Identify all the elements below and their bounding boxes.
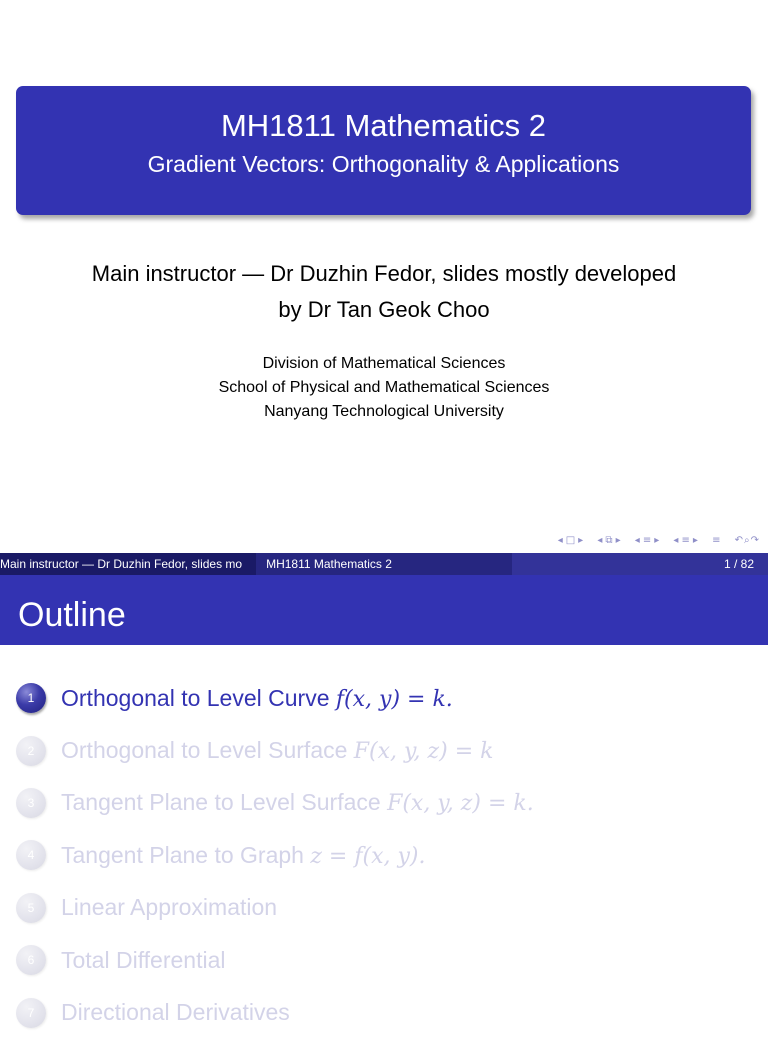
search-icon[interactable]: ↶⌕↷: [734, 535, 760, 546]
item-math: F(x, y, z) = k.: [387, 791, 534, 817]
item-text: Orthogonal to Level Curve f(x, y) = k.: [61, 684, 453, 712]
item-number-ball: 5: [16, 893, 46, 923]
footer-bar: [0, 553, 768, 575]
nav-next-arrow-icon[interactable]: ▸: [578, 535, 585, 546]
institute-line-2: School of Physical and Mathematical Sciences: [218, 379, 550, 396]
item-text: Total Differential: [61, 946, 226, 973]
presentation-subtitle: Gradient Vectors: Orthogonality & Applications: [147, 151, 620, 177]
subsection-icon[interactable]: ⧉: [605, 535, 614, 546]
nav-prev-arrow-icon[interactable]: ◂: [557, 535, 564, 546]
outline-item[interactable]: [16, 882, 534, 934]
institute-line-3: Nanyang Technological University: [264, 403, 504, 420]
section-next-icon[interactable]: ▸: [654, 535, 661, 546]
item-text: Tangent Plane to Graph z = f(x, y).: [61, 841, 426, 869]
frame-header: [0, 575, 768, 645]
item-text: Tangent Plane to Level Surface F(x, y, z) = k.: [61, 789, 534, 817]
frame-title: Outline: [18, 596, 126, 634]
outline-item[interactable]: [16, 777, 534, 829]
item-math: z = f(x, y).: [310, 843, 426, 869]
item-text: Linear Approximation: [61, 894, 278, 921]
item-number-ball: 4: [16, 840, 46, 870]
footer-page-number: 1 / 82: [512, 553, 768, 575]
outline-item[interactable]: [16, 724, 534, 776]
doc-prev-icon[interactable]: ◂: [673, 535, 680, 546]
footer-author: Main instructor — Dr Duzhin Fedor, slides mo: [0, 553, 256, 575]
title-box: [16, 86, 751, 215]
footer-course-label: MH1811 Mathematics 2: [266, 557, 392, 571]
item-number-ball: 1: [16, 683, 46, 713]
outline-item[interactable]: [16, 672, 534, 724]
frame-icon[interactable]: □: [565, 535, 577, 546]
item-number-ball: 6: [16, 945, 46, 975]
item-text: Directional Derivatives: [61, 999, 290, 1026]
item-number-ball: 3: [16, 788, 46, 818]
author-line-2: by Dr Tan Geok Choo: [278, 297, 490, 322]
presentation-title: MH1811 Mathematics 2: [220, 108, 547, 143]
section-icon[interactable]: ≡: [642, 535, 653, 546]
item-math: f(x, y) = k.: [335, 686, 453, 712]
author: [30, 256, 738, 328]
align-icon[interactable]: ≡: [712, 535, 722, 546]
document-icon[interactable]: ≡: [681, 535, 691, 546]
item-math: F(x, y, z) = k: [353, 739, 494, 765]
item-number-ball: 2: [16, 736, 46, 766]
subsection-prev-icon[interactable]: ◂: [597, 535, 604, 546]
footer-course: [256, 553, 512, 575]
doc-next-icon[interactable]: ▸: [692, 535, 699, 546]
navigation-symbols: [556, 535, 760, 546]
outline-item[interactable]: [16, 986, 534, 1038]
institute: [0, 352, 768, 424]
section-prev-icon[interactable]: ◂: [634, 535, 641, 546]
institute-line-1: Division of Mathematical Sciences: [262, 355, 506, 372]
subsection-next-icon[interactable]: ▸: [615, 535, 622, 546]
outline-list: [16, 672, 534, 1039]
author-line-1: Main instructor — Dr Duzhin Fedor, slides mostly developed: [91, 261, 677, 286]
item-text: Orthogonal to Level Surface F(x, y, z) = k: [61, 737, 494, 765]
outline-item[interactable]: [16, 934, 534, 986]
item-number-ball: 7: [16, 998, 46, 1028]
outline-item[interactable]: [16, 829, 534, 881]
